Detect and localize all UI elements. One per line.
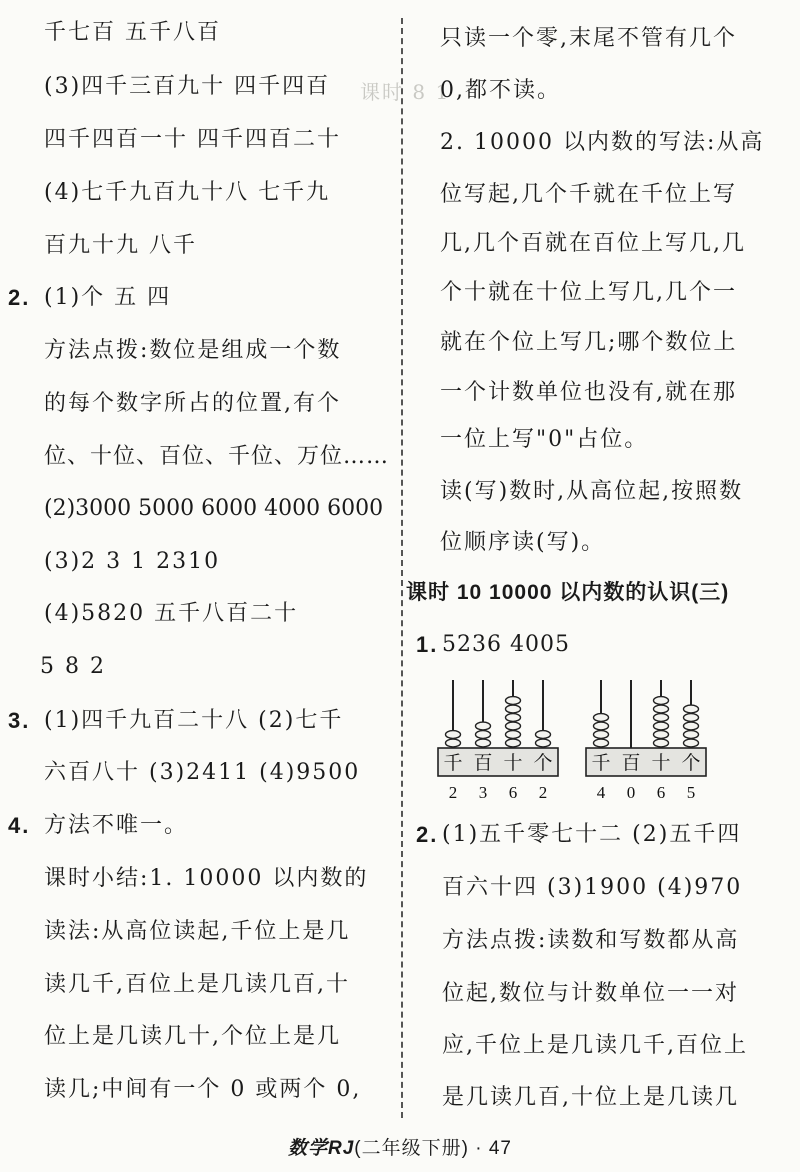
- text-line: 位写起,几个千就在千位上写: [440, 182, 737, 207]
- abacus-bead: [594, 722, 609, 730]
- abacus-bead: [684, 731, 699, 739]
- text-line: 5 8 2: [40, 654, 106, 679]
- text-line: (3)四千三百九十 四千四百: [44, 74, 331, 99]
- place-label: 千: [443, 753, 463, 774]
- place-label: 百: [473, 753, 493, 774]
- abacus-bead: [446, 731, 461, 739]
- abacus-bead: [594, 714, 609, 722]
- text-line: 读(写)数时,从高位起,按照数: [440, 479, 744, 504]
- column-divider: [401, 18, 403, 1118]
- question-number: 2.: [416, 822, 439, 847]
- summary-line: 位上是几读几十,个位上是几: [44, 1024, 341, 1049]
- summary-line: 读法:从高位读起,千位上是几: [44, 919, 351, 944]
- text-line: (4)七千九百九十八 七千九: [44, 180, 331, 205]
- abacus-bead: [684, 722, 699, 730]
- abacus-bead: [506, 731, 521, 739]
- method-tip-line: 方法点拨:读数和写数都从高: [442, 928, 740, 953]
- place-label: 个: [533, 753, 553, 774]
- abacus-bead: [684, 739, 699, 747]
- abacus-digit: 4: [596, 783, 606, 802]
- abacus-bead: [684, 714, 699, 722]
- text-line: 2. 10000 以内数的写法:从高: [440, 130, 765, 155]
- text-line: 5236 4005: [442, 632, 570, 657]
- page-footer: [0, 1133, 800, 1160]
- text-line: (1)个 五 四: [44, 285, 172, 310]
- text-line: 四千四百一十 四千四百二十: [44, 127, 341, 152]
- text-line: 方法不唯一。: [44, 813, 189, 838]
- abacus-bead: [594, 739, 609, 747]
- text-line: 六百八十 (3)2411 (4)9500: [44, 760, 361, 785]
- abacus-bead: [476, 739, 491, 747]
- abacus-bead: [506, 722, 521, 730]
- footer-subject: 数学RJ: [288, 1138, 355, 1159]
- abacus-bead: [536, 739, 551, 747]
- abacus-bead: [506, 714, 521, 722]
- text-line: 0,都不读。: [440, 78, 561, 103]
- footer-grade: (二年级下册): [354, 1138, 469, 1159]
- abacus-bead: [684, 705, 699, 713]
- abacus-bead: [506, 705, 521, 713]
- method-tip-line: 方法点拨:数位是组成一个数: [44, 338, 342, 363]
- method-tip-line: 是几读几百,十位上是几读几: [442, 1085, 739, 1110]
- faded-bleed-header: 课时 8 1: [360, 80, 451, 104]
- abacus-figure: [430, 676, 720, 804]
- abacus-digit: 3: [478, 783, 488, 802]
- abacus-bead: [476, 722, 491, 730]
- text-line: 只读一个零,末尾不管有几个: [440, 26, 737, 51]
- abacus-digit: 2: [448, 783, 458, 802]
- abacus-bead: [506, 697, 521, 705]
- place-label: 个: [681, 753, 701, 774]
- abacus-bead: [654, 731, 669, 739]
- abacus-bead: [654, 714, 669, 722]
- text-line: (2)3000 5000 6000 4000 6000: [44, 496, 384, 521]
- lesson-title: 课时 10 10000 以内数的认识(三): [406, 581, 730, 604]
- abacus-digit: 5: [686, 783, 696, 802]
- footer-dot: ·: [475, 1138, 483, 1159]
- text-line: 几,几个百就在百位上写几,几: [440, 231, 746, 256]
- place-label: 百: [621, 753, 641, 774]
- text-line: (1)四千九百二十八 (2)七千: [44, 708, 344, 733]
- summary-line: 课时小结:1. 10000 以内数的: [44, 866, 369, 891]
- question-number: 2.: [8, 285, 31, 310]
- abacus-bead: [654, 722, 669, 730]
- question-number: 3.: [8, 708, 31, 733]
- method-tip-line: 的每个数字所占的位置,有个: [44, 391, 341, 416]
- method-tip-line: 应,千位上是几读几千,百位上: [442, 1033, 748, 1058]
- abacus-bead: [536, 731, 551, 739]
- summary-line: 读几千,百位上是几读几百,十: [44, 972, 350, 997]
- abacus-bead: [654, 705, 669, 713]
- method-tip-line: 位起,数位与计数单位一一对: [442, 981, 739, 1006]
- text-line: (3)2 3 1 2310: [44, 549, 221, 574]
- abacus-bead: [654, 739, 669, 747]
- abacus-bead: [506, 739, 521, 747]
- abacus-bead: [654, 697, 669, 705]
- abacus-digit: 6: [508, 783, 518, 802]
- abacus-bead: [446, 739, 461, 747]
- text-line: (4)5820 五千八百二十: [44, 601, 299, 626]
- abacus-digit: 2: [538, 783, 548, 802]
- text-line: 就在个位上写几;哪个数位上: [440, 330, 738, 355]
- abacus-digit: 6: [656, 783, 666, 802]
- method-tip-line: 位、十位、百位、千位、万位……: [44, 444, 390, 469]
- text-line: 一位上写"0"占位。: [440, 427, 649, 452]
- text-line: 千七百 五千八百: [44, 20, 221, 45]
- text-line: 百九十九 八千: [44, 233, 197, 258]
- place-label: 十: [503, 753, 523, 774]
- place-label: 十: [651, 753, 671, 774]
- summary-line: 读几;中间有一个 0 或两个 0,: [44, 1077, 362, 1102]
- question-number: 1.: [416, 632, 439, 657]
- page-number: 47: [488, 1138, 512, 1159]
- text-line: 百六十四 (3)1900 (4)970: [442, 875, 743, 900]
- place-label: 千: [591, 753, 611, 774]
- text-line: 个十就在十位上写几,几个一: [440, 280, 737, 305]
- question-number: 4.: [8, 813, 31, 838]
- abacus-bead: [594, 731, 609, 739]
- abacus-bead: [476, 731, 491, 739]
- text-line: 位顺序读(写)。: [440, 530, 606, 555]
- text-line: (1)五千零七十二 (2)五千四: [442, 822, 742, 847]
- abacus-digit: 0: [626, 783, 636, 802]
- text-line: 一个计数单位也没有,就在那: [440, 380, 737, 405]
